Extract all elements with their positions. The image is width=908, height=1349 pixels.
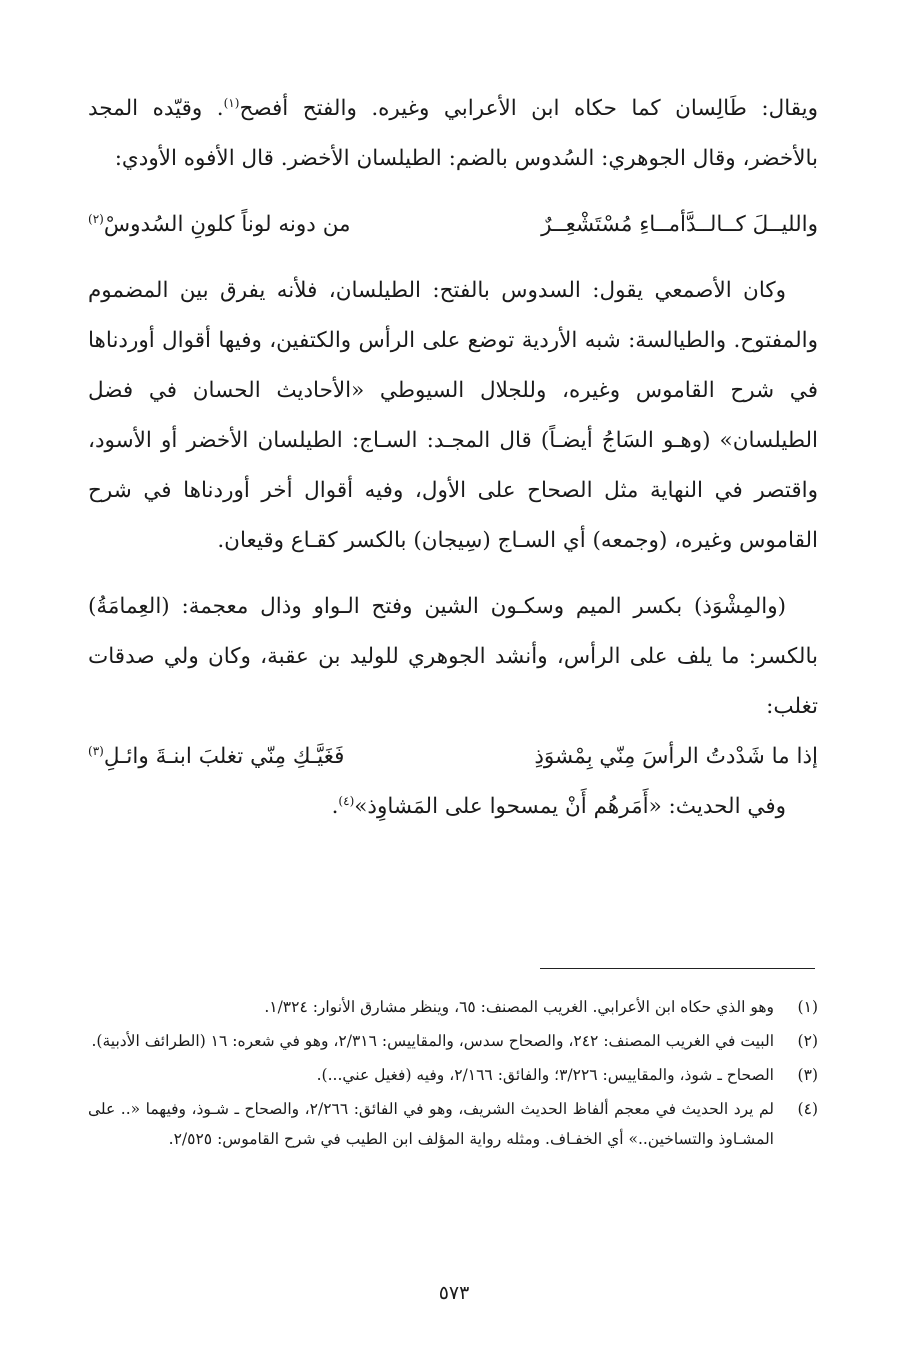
page-number: ٥٧٣ [438, 1282, 470, 1304]
paragraph-1-tail: . وقيّده المجد بالأخضر، وقال الجوهري: السُدوس بالضم: الطيلسان الأخضر. قال الأفوه الأودي: [88, 96, 818, 171]
footnote-ref-2: (٢) [88, 211, 104, 226]
verse-2-second-hemistich [88, 732, 344, 782]
main-text [88, 84, 818, 832]
footnote-item [88, 1094, 818, 1154]
paragraph-4 [88, 782, 818, 832]
spacer [88, 250, 818, 266]
footnote-number: (٣) [797, 1066, 818, 1084]
verse-1-second-hemistich [88, 200, 351, 250]
paragraph-3: (والمِشْوَذ) بكسر الميم وسكـون الشين وفتح الـواو وذال معجمة: (العِمامَةُ) بالكسر: ما يلف على الرأس، وأنشد الجوهري للوليد بن عقبة، وكان ولي صدقات تغلب: [88, 594, 818, 719]
paragraph-1-text: ويقال: طَالِسان كما حكاه ابن الأعرابي وغيره. والفتح أفصح [239, 96, 818, 121]
footnote-text: لم يرد الحديث في معجم ألفاظ الحديث الشريف، وهو في الفائق: ٢/٢٦٦، والصحاح ـ شـوذ، وفيهما «.. على المشـاوذ والتساخين..» أي الخفـاف. ومثله رواية المؤلف ابن الطيب في شرح القاموس: ٢/٥٢٥. [88, 1100, 775, 1148]
verse-2 [88, 732, 818, 782]
verse-1-second-text: من دونه لوناً كلونِ السُدوسْ [103, 212, 351, 237]
paragraph-2: وكان الأصمعي يقول: السدوس بالفتح: الطيلسان، فلأنه يفرق بين المضموم والمفتوح. والطيالسة: شبه الأردية توضع على الرأس والكتفين، وفيها أقوال أوردناها في شرح القاموس وغيره، وللجلال السيوطي «الأحاديث الحسان في فضل الطيلسان» (وهـو السَاجُ أيضـاً) قال المجـد: السـاج: الطيلسان الأخضر أو الأسود، واقتصر في النهاية مثل الصحاح على الأول، وفيه أقوال أخر أوردناها في شرح القاموس وغيره، (وجمعه) أي السـاج (سِيجان) بالكسر كقـاع وقيعان. [88, 278, 818, 553]
verse-2-second-text: فَغَيَّـكِ مِنّي تغلبَ ابنـةَ وائـلِ [103, 744, 345, 769]
spacer [88, 184, 818, 200]
spacer [88, 566, 818, 582]
paragraph-4-tail: . [331, 794, 339, 819]
footnote-item [88, 1026, 818, 1056]
verse-1 [88, 200, 818, 250]
footnote-text: وهو الذي حكاه ابن الأعرابي. الغريب المصنف: ٦٥، وينظر مشارق الأنوار: ١/٣٢٤. [264, 998, 774, 1016]
footnote-ref-3: (٣) [88, 743, 104, 758]
paragraph-4-text: وفي الحديث: «أَمَرهُم أَنْ يمسحوا على المَشاوِذ» [354, 794, 786, 819]
paragraph-1 [88, 84, 818, 184]
footnote-ref-4: (٤) [338, 793, 355, 808]
verse-1-first-hemistich: والليــلَ كــالــدَّأمــاءِ مُسْتَشْعِــرٌ [541, 212, 818, 237]
footnote-item [88, 992, 818, 1022]
footnote-number: (٤) [797, 1100, 818, 1118]
footnote-text: البيت في الغريب المصنف: ٢٤٢، والصحاح سدس، والمقاييس: ٢/٣١٦، وهو في شعره: ١٦ (الطرائف الأدبية). [91, 1032, 774, 1050]
footnote-ref-1: (١) [223, 95, 240, 110]
footnotes [88, 992, 818, 1154]
verse-2-first-hemistich: إذا ما شَدْدتُ الرأسَ مِنّي بِمْشوَذِ [534, 744, 818, 769]
footnote-separator [540, 968, 815, 969]
footnote-number: (١) [797, 998, 818, 1016]
footnote-item [88, 1060, 818, 1090]
footnote-text: الصحاح ـ شوذ، والمقاييس: ٣/٢٢٦؛ والفائق: ٢/١٦٦، وفيه (فغيل عني...). [316, 1066, 774, 1084]
footnote-number: (٢) [797, 1032, 818, 1050]
